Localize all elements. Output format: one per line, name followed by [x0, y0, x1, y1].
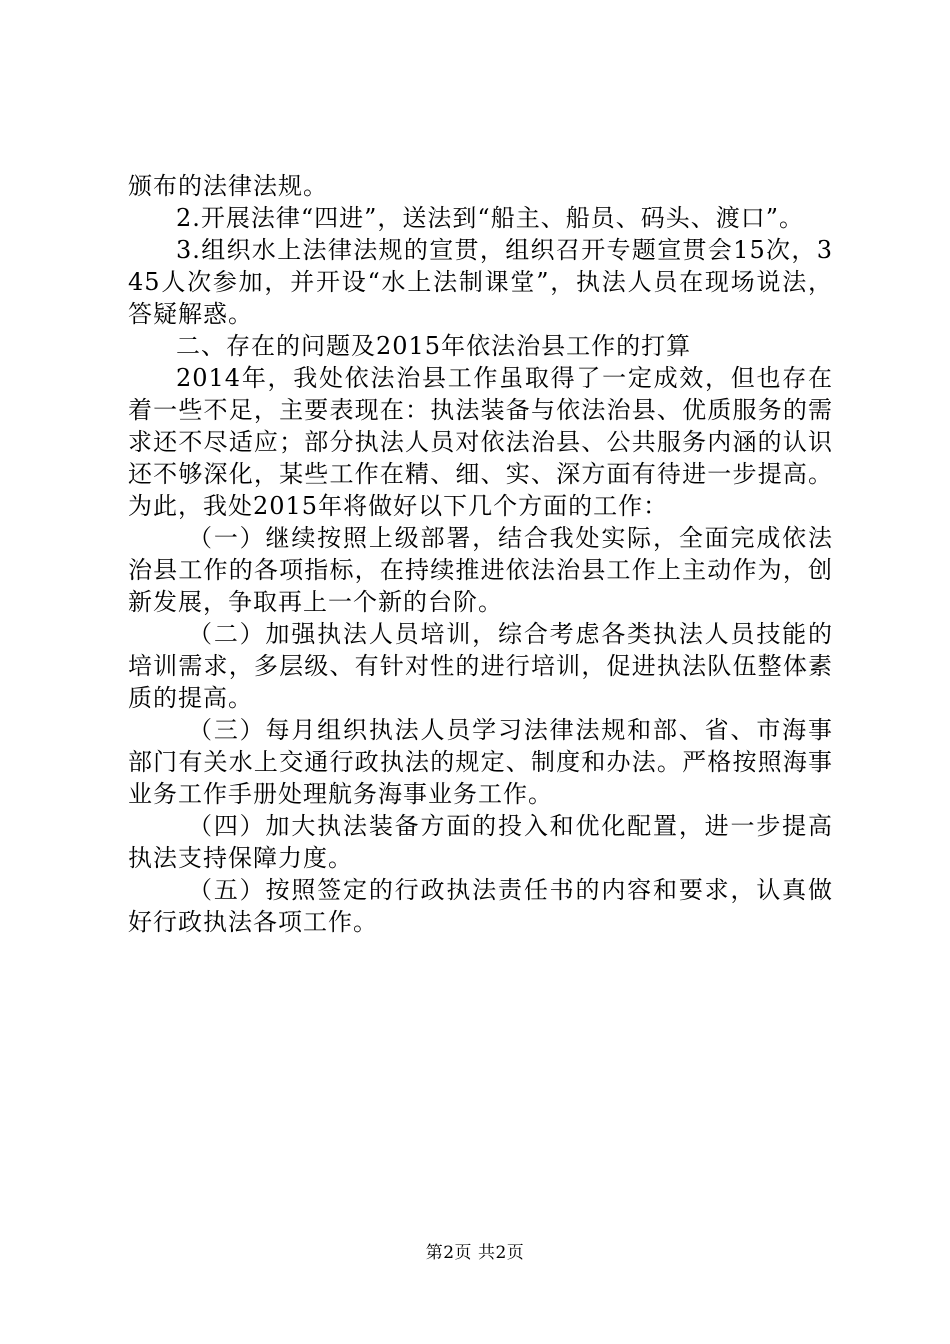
paragraph-item-3: 3.组织水上法律法规的宣贯，组织召开专题宣贯会15次，345人次参加，并开设“水上法制课堂”，执法人员在现场说法，答疑解惑。	[128, 236, 833, 328]
paragraph-plan-3: （三）每月组织执法人员学习法律法规和部、省、市海事部门有关水上交通行政执法的规定、制度和办法。严格按照海事业务工作手册处理航务海事业务工作。	[128, 716, 833, 808]
page-number-footer: 第2页 共2页	[425, 1243, 525, 1263]
section-heading: 二、存在的问题及2015年依法治县工作的打算	[176, 332, 692, 360]
paragraph-plan-5: （五）按照签定的行政执法责任书的内容和要求，认真做好行政执法各项工作。	[128, 876, 833, 936]
paragraph-summary: 2014年，我处依法治县工作虽取得了一定成效，但也存在着一些不足，主要表现在：执法装备与依法治县、优质服务的需求还不尽适应；部分执法人员对依法治县、公共服务内涵的认识还不够深化，某些工作在精、细、实、深方面有待进一步提高。为此，我处2015年将做好以下几个方面的工作：	[128, 364, 833, 520]
paragraph-plan-2: （二）加强执法人员培训，综合考虑各类执法人员技能的培训需求，多层级、有针对性的进行培训，促进执法队伍整体素质的提高。	[128, 620, 833, 712]
document-body	[128, 170, 833, 938]
paragraph-item-2: 2.开展法律“四进”，送法到“船主、船员、码头、渡口”。	[176, 204, 804, 232]
paragraph-plan-1: （一）继续按照上级部署，结合我处实际，全面完成依法治县工作的各项指标，在持续推进依法治县工作上主动作为，创新发展，争取再上一个新的台阶。	[128, 524, 833, 616]
paragraph-continuation: 颁布的法律法规。	[128, 172, 328, 200]
paragraph-plan-4: （四）加大执法装备方面的投入和优化配置，进一步提高执法支持保障力度。	[128, 812, 833, 872]
